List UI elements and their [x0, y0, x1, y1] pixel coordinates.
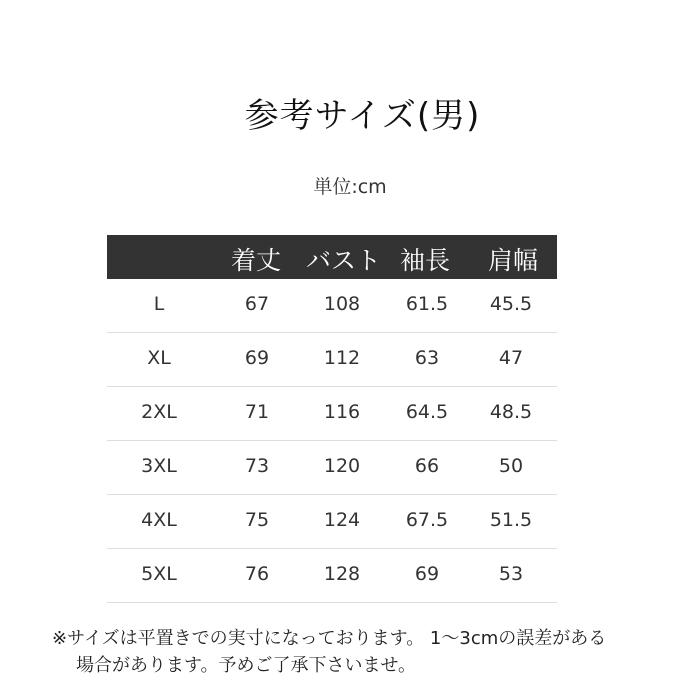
length-cell: 71 — [244, 401, 270, 423]
table-header — [107, 235, 557, 279]
length-cell: 69 — [244, 347, 270, 369]
size-cell: L — [153, 293, 165, 315]
table-row — [107, 279, 557, 333]
header-bust: バスト — [306, 246, 382, 275]
table-row — [107, 387, 557, 441]
shoulder-cell: 51.5 — [489, 509, 533, 531]
shoulder-cell: 53 — [498, 563, 524, 585]
sleeve-cell: 61.5 — [405, 293, 449, 315]
bust-cell: 120 — [323, 455, 361, 477]
bust-cell: 128 — [323, 563, 361, 585]
size-cell: 5XL — [141, 563, 177, 585]
length-cell: 67 — [244, 293, 270, 315]
shoulder-cell: 45.5 — [489, 293, 533, 315]
header-shoulder: 肩幅 — [488, 246, 539, 275]
size-cell: 3XL — [141, 455, 177, 477]
table-row — [107, 441, 557, 495]
sleeve-cell: 66 — [414, 455, 440, 477]
shoulder-cell: 50 — [498, 455, 524, 477]
length-cell: 76 — [244, 563, 270, 585]
bust-cell: 124 — [323, 509, 361, 531]
length-cell: 73 — [244, 455, 270, 477]
unit-label: 単位:cm — [313, 176, 387, 198]
size-cell: XL — [147, 347, 171, 369]
bust-cell: 112 — [323, 347, 361, 369]
table-row — [107, 333, 557, 387]
sleeve-cell: 63 — [414, 347, 440, 369]
sleeve-cell: 64.5 — [405, 401, 449, 423]
bust-cell: 116 — [323, 401, 361, 423]
note-line-1: ※サイズは平置きでの実寸になっております。 1〜3cmの誤差がある — [52, 628, 607, 649]
length-cell: 75 — [244, 509, 270, 531]
size-cell: 2XL — [141, 401, 177, 423]
note-line-2: 場合があります。予めご了承下さいませ。 — [76, 655, 417, 676]
header-sleeve: 袖長 — [400, 246, 451, 275]
shoulder-cell: 48.5 — [489, 401, 533, 423]
sleeve-cell: 69 — [414, 563, 440, 585]
header-length: 着丈 — [231, 246, 282, 275]
table-row — [107, 495, 557, 549]
page-title: 参考サイズ(男) — [244, 96, 481, 136]
size-table — [107, 235, 557, 603]
bust-cell: 108 — [323, 293, 361, 315]
size-cell: 4XL — [141, 509, 177, 531]
size-note — [52, 625, 606, 679]
sleeve-cell: 67.5 — [405, 509, 449, 531]
table-row — [107, 549, 557, 603]
shoulder-cell: 47 — [498, 347, 524, 369]
